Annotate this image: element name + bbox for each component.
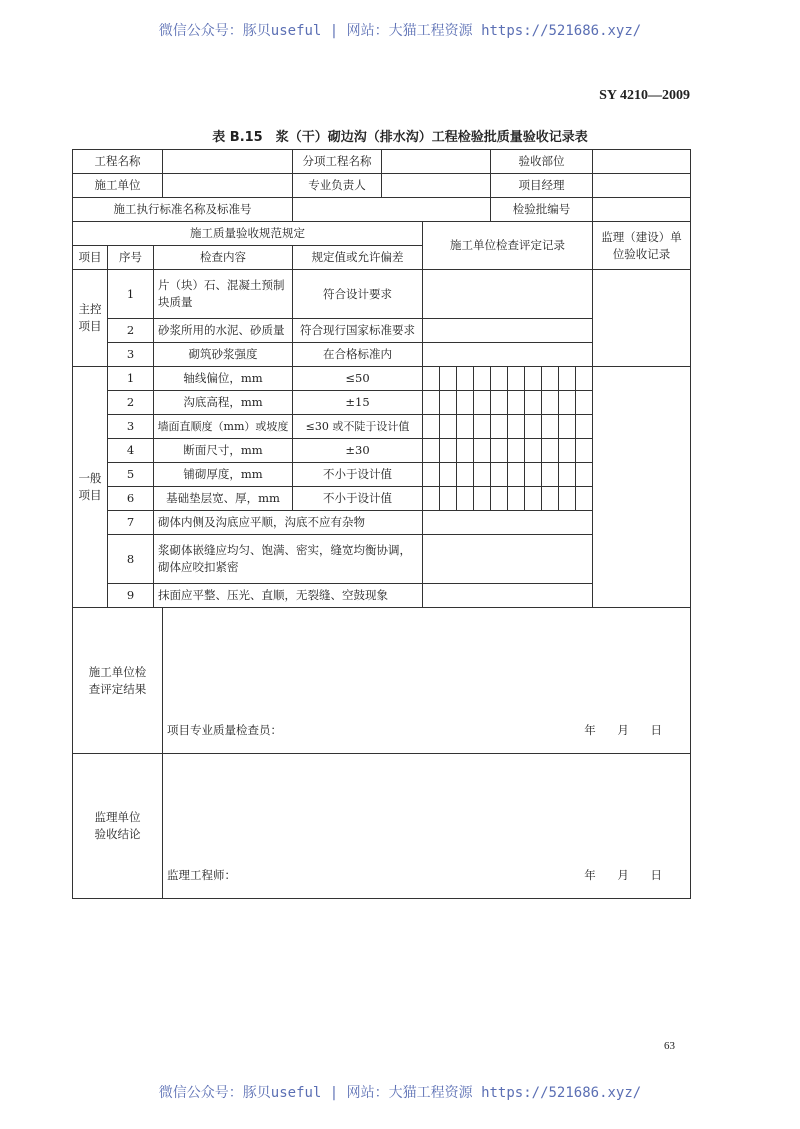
field-project-name[interactable] [163, 150, 293, 174]
label-batch-no: 检验批编号 [491, 198, 593, 222]
record-cell[interactable] [423, 270, 593, 319]
field-contractor[interactable] [163, 174, 293, 198]
check-value: ≤50 [293, 367, 423, 391]
contractor-result-field[interactable] [163, 608, 691, 754]
record-cell[interactable] [423, 584, 593, 608]
label-responsible: 专业负责人 [293, 174, 382, 198]
seq: 3 [108, 415, 154, 439]
page-number: 63 [664, 1040, 675, 1052]
field-acceptance-part[interactable] [593, 150, 691, 174]
measurement-grid[interactable] [423, 463, 593, 487]
supervising-engineer-label: 监理工程师： [167, 868, 237, 882]
check-value: 符合设计要求 [293, 270, 423, 319]
check-content: 断面尺寸，mm [154, 439, 293, 463]
check-value: 符合现行国家标准要求 [293, 319, 423, 343]
seq: 5 [108, 463, 154, 487]
record-cell[interactable] [423, 535, 593, 584]
check-content: 砌体内侧及沟底应平顺，沟底不应有杂物 [154, 511, 423, 535]
check-content: 墙面直顺度（mm）或坡度 [154, 415, 293, 439]
seq: 8 [108, 535, 154, 584]
inspection-record-table [72, 149, 691, 899]
check-value: 在合格标准内 [293, 343, 423, 367]
label-standard-name: 施工执行标准名称及标准号 [73, 198, 293, 222]
supervisor-result-label: 监理单位验收结论 [73, 754, 163, 899]
record-cell[interactable] [423, 511, 593, 535]
check-content: 铺砌厚度，mm [154, 463, 293, 487]
label-contractor: 施工单位 [73, 174, 163, 198]
record-cell[interactable] [423, 343, 593, 367]
check-value: 不小于设计值 [293, 487, 423, 511]
check-content: 沟底高程，mm [154, 391, 293, 415]
seq: 6 [108, 487, 154, 511]
header-content: 检查内容 [154, 246, 293, 270]
check-content: 浆砌体嵌缝应均匀、饱满、密实，缝宽均衡协调，砌体应咬扣紧密 [154, 535, 423, 584]
header-seq: 序号 [108, 246, 154, 270]
seq: 2 [108, 319, 154, 343]
seq: 2 [108, 391, 154, 415]
header-record: 施工单位检查评定记录 [423, 222, 593, 270]
seq: 7 [108, 511, 154, 535]
label-sub-project: 分项工程名称 [293, 150, 382, 174]
date-label: 年 月 日 [584, 868, 663, 882]
field-sub-project[interactable] [382, 150, 491, 174]
watermark-top: 微信公众号：豚贝useful | 网站：大猫工程资源 https://521686.xyz/ [158, 23, 642, 39]
seq: 1 [108, 270, 154, 319]
seq: 1 [108, 367, 154, 391]
check-value: ±15 [293, 391, 423, 415]
field-responsible[interactable] [382, 174, 491, 198]
label-project-name: 工程名称 [73, 150, 163, 174]
measurement-grid[interactable] [423, 415, 593, 439]
header-value: 规定值或允许偏差 [293, 246, 423, 270]
measurement-grid[interactable] [423, 367, 593, 391]
check-value: ±30 [293, 439, 423, 463]
supervisor-result-field[interactable] [163, 754, 691, 899]
measurement-grid[interactable] [423, 487, 593, 511]
measurement-grid[interactable] [423, 391, 593, 415]
label-project-manager: 项目经理 [491, 174, 593, 198]
check-content: 轴线偏位，mm [154, 367, 293, 391]
general-items-label: 一般项目 [73, 367, 108, 608]
check-value: 不小于设计值 [293, 463, 423, 487]
check-content: 抹面应平整、压光、直顺，无裂缝、空鼓现象 [154, 584, 423, 608]
label-acceptance-part: 验收部位 [491, 150, 593, 174]
seq: 3 [108, 343, 154, 367]
main-items-label: 主控项目 [73, 270, 108, 367]
record-cell[interactable] [423, 319, 593, 343]
field-batch-no[interactable] [593, 198, 691, 222]
field-project-manager[interactable] [593, 174, 691, 198]
date-label: 年 月 日 [584, 723, 663, 737]
check-content: 砌筑砂浆强度 [154, 343, 293, 367]
seq: 4 [108, 439, 154, 463]
supervisor-cell[interactable] [593, 270, 691, 367]
check-content: 砂浆所用的水泥、砂质量 [154, 319, 293, 343]
check-value: ≤30 或不陡于设计值 [293, 415, 423, 439]
standard-number: SY 4210—2009 [599, 88, 690, 103]
table-title: 表 B.15 浆（干）砌边沟（排水沟）工程检验批质量验收记录表 [212, 130, 588, 145]
check-content: 基础垫层宽、厚，mm [154, 487, 293, 511]
contractor-result-label: 施工单位检查评定结果 [73, 608, 163, 754]
check-content: 片（块）石、混凝土预制块质量 [154, 270, 293, 319]
supervisor-cell[interactable] [593, 367, 691, 608]
header-spec: 施工质量验收规范规定 [73, 222, 423, 246]
header-item: 项目 [73, 246, 108, 270]
watermark-bottom: 微信公众号：豚贝useful | 网站：大猫工程资源 https://521686.xyz/ [158, 1085, 642, 1101]
quality-inspector-label: 项目专业质量检查员： [167, 723, 283, 737]
seq: 9 [108, 584, 154, 608]
header-supervisor: 监理（建设）单位验收记录 [593, 222, 691, 270]
field-standard-name[interactable] [293, 198, 491, 222]
measurement-grid[interactable] [423, 439, 593, 463]
